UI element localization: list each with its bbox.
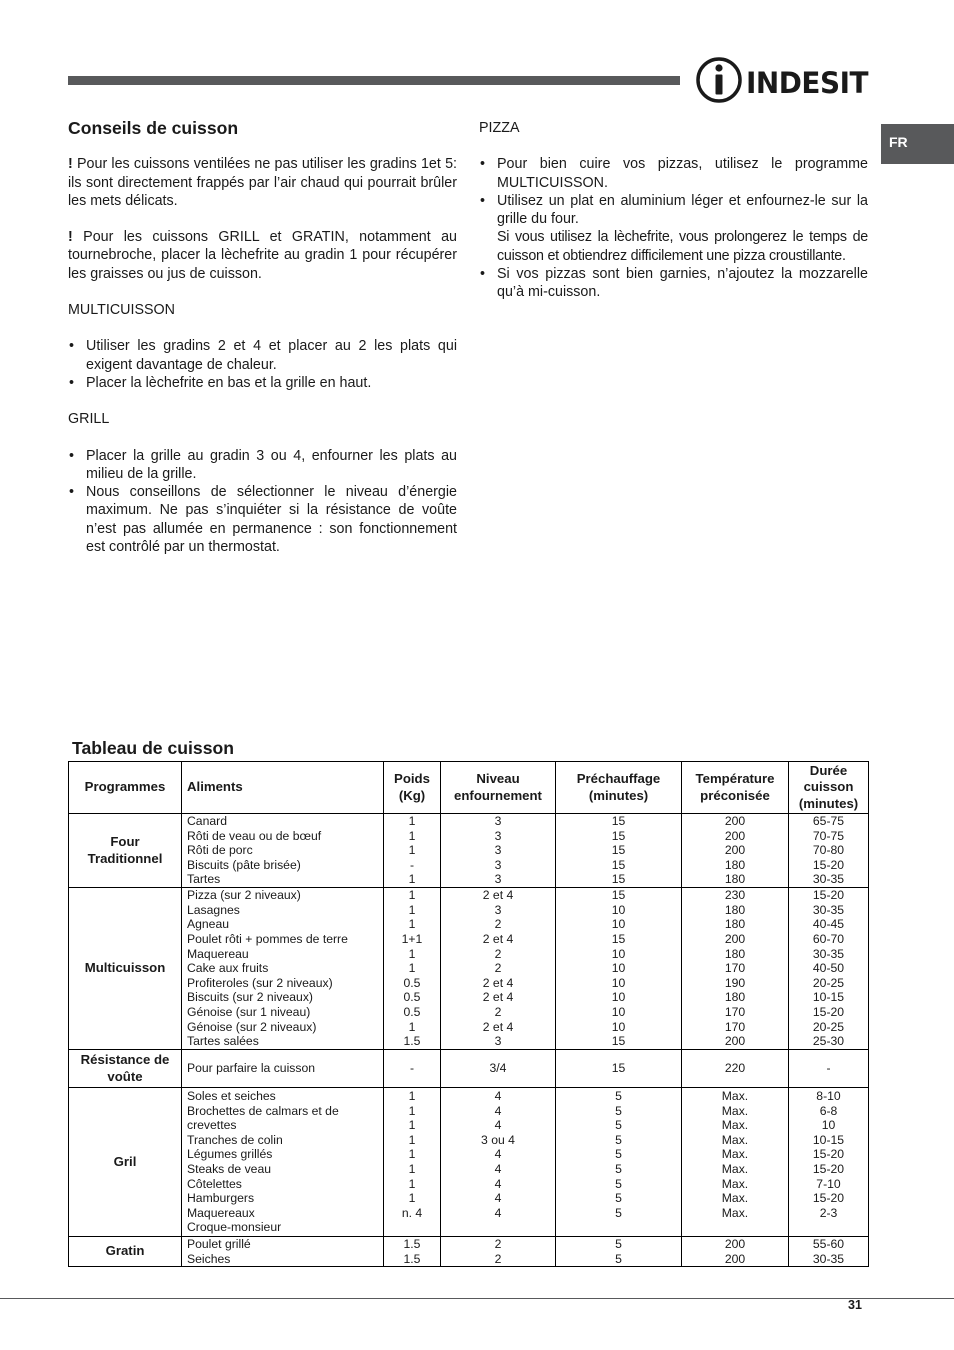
table-row	[69, 814, 869, 888]
cell-value: 8-10	[816, 1089, 841, 1104]
cell-value: 200	[724, 1251, 746, 1266]
cell-value: 15	[611, 932, 626, 947]
cell-value: Croque-monsieur	[187, 1220, 282, 1235]
cell-value: 15	[611, 843, 626, 858]
cell-value: 180	[724, 946, 746, 961]
cell-value: 30-35	[812, 902, 845, 917]
temp-cell	[682, 1088, 789, 1237]
weight-cell	[384, 1088, 441, 1237]
cell-value: 200	[724, 1237, 746, 1251]
cell-value: 10	[611, 902, 626, 917]
time-cell	[789, 1050, 869, 1088]
program-cell	[69, 1050, 182, 1088]
cell-value: 170	[724, 1004, 746, 1019]
cell-value: Agneau	[187, 917, 230, 932]
cell-value: Max.	[721, 1191, 749, 1206]
temp-cell	[682, 1050, 789, 1088]
cell-value: 4	[494, 1191, 502, 1206]
weight-cell	[384, 814, 441, 888]
pizza-heading: PIZZA	[479, 120, 520, 136]
cell-value: 1	[408, 1089, 416, 1104]
cell-value: 2	[494, 1251, 502, 1266]
cell-value: 15	[611, 828, 626, 843]
cell-value: 2	[494, 917, 502, 932]
cell-value: 10	[611, 975, 626, 990]
cell-value: 2 et 4	[482, 888, 514, 903]
cell-value: 10-15	[812, 990, 845, 1005]
cell-value: 200	[724, 932, 746, 947]
cell-value: 2 et 4	[482, 1019, 514, 1034]
cell-value: Poulet grillé	[187, 1237, 251, 1251]
cell-value: 200	[724, 814, 746, 829]
cell-value: 5	[615, 1132, 622, 1147]
cell-value: crevettes	[187, 1118, 237, 1133]
language-tab: FR	[881, 124, 954, 164]
level-cell	[441, 1237, 556, 1267]
warning-paragraph: ! Pour les cuissons GRILL et GRATIN, notamment au tournebroche, placer la lèchefrite au gradin 1 pour récupérer les graisses ou jus de cuisson.	[68, 229, 457, 282]
cell-value: 20-25	[812, 1019, 845, 1034]
table-row	[69, 888, 869, 1050]
cell-value: 20-25	[812, 975, 845, 990]
cell-value: 1	[408, 872, 416, 887]
cell-value: 15	[611, 872, 626, 887]
cell-value: 200	[724, 1034, 746, 1049]
cell-value: Lasagnes	[187, 902, 240, 917]
cell-value: 1	[408, 1132, 416, 1147]
cell-value: 40-45	[812, 917, 845, 932]
list-item: • Nous conseillons de sélectionner le niveau d’énergie maximum. Ne pas s’inquiéter si la résistance de voûte n’est pas allumée en permanence : son fonctionnement est contrôlé par un thermostat.	[68, 483, 457, 556]
cell-value: -	[409, 1061, 415, 1076]
cell-value: 10-15	[812, 1132, 845, 1147]
grill-list	[68, 447, 457, 557]
svg-text:INDESIT: INDESIT	[746, 66, 869, 100]
cell-value: Tartes	[187, 872, 221, 887]
multicuisson-list	[68, 337, 457, 392]
cell-value: 4	[494, 1176, 502, 1191]
cell-value: 4	[494, 1205, 502, 1220]
cell-value: 180	[724, 902, 746, 917]
table-header-row	[69, 762, 869, 814]
preheat-cell	[556, 888, 682, 1050]
cell-value: Génoise (sur 1 niveau)	[187, 1004, 311, 1019]
cell-value: 3 ou 4	[481, 1132, 515, 1147]
cell-value: 3	[494, 857, 502, 872]
time-cell	[789, 1237, 869, 1267]
level-cell	[441, 888, 556, 1050]
header-programmes: Programmes	[69, 762, 182, 814]
cell-value: Max.	[721, 1089, 749, 1104]
temp-cell	[682, 814, 789, 888]
cell-value: 6-8	[819, 1103, 838, 1118]
cell-value: 200	[724, 828, 746, 843]
cell-value: 230	[724, 888, 746, 903]
cell-value: 1	[408, 1118, 416, 1133]
foods-cell	[182, 814, 384, 888]
header-duree: Durée cuisson (minutes)	[789, 762, 869, 814]
cell-value: Biscuits (pâte brisée)	[187, 857, 301, 872]
cell-value: 1.5	[403, 1237, 421, 1251]
cell-value: 5	[615, 1162, 622, 1176]
preheat-cell	[556, 1050, 682, 1088]
cell-value: 1	[408, 828, 416, 843]
cell-value: 15	[611, 888, 626, 903]
list-item: • Pour bien cuire vos pizzas, utilisez le programme MULTICUISSON.	[479, 155, 868, 192]
cell-value: Soles et seiches	[187, 1089, 276, 1104]
cell-value: 15-20	[812, 1147, 845, 1162]
cell-value	[789, 1220, 868, 1235]
cell-value: Max.	[721, 1176, 749, 1191]
cell-value: 1.5	[403, 1251, 421, 1266]
warning-mark: !	[68, 156, 73, 173]
cell-value: 10	[611, 1004, 626, 1019]
cell-value: 2 et 4	[482, 975, 514, 990]
cell-value: 15	[611, 1034, 626, 1049]
weight-cell	[384, 1237, 441, 1267]
cell-value: 0.5	[403, 975, 421, 990]
cell-value: 5	[615, 1103, 622, 1118]
cell-value: -	[409, 857, 415, 872]
cell-value: 30-35	[812, 946, 845, 961]
program-name: Résistance de	[80, 1052, 170, 1068]
cell-value: 3	[494, 843, 502, 858]
cell-value: Tartes salées	[187, 1034, 259, 1049]
cell-value: 15-20	[812, 857, 845, 872]
cell-value: 5	[615, 1251, 622, 1266]
header-aliments: Aliments	[182, 762, 384, 814]
cell-value: Tranches de colin	[187, 1132, 283, 1147]
cell-value: Max.	[721, 1162, 749, 1176]
list-item: • Utilisez un plat en aluminium léger et enfournez-le sur la grille du four. Si vous utilisez la lèchefrite, vous prolongerez le temps de cuisson et obtiendrez difficilement une pizza croustillante.	[479, 192, 868, 265]
cell-value: 1	[408, 1019, 416, 1034]
cell-value: -	[826, 1061, 831, 1076]
multicuisson-heading: MULTICUISSON	[68, 302, 175, 319]
table-row	[69, 1050, 869, 1088]
temp-cell	[682, 888, 789, 1050]
cell-value: 4	[494, 1118, 502, 1133]
cell-value: 5	[615, 1089, 622, 1104]
cell-value: 55-60	[812, 1237, 845, 1251]
indesit-logo	[694, 56, 870, 106]
foods-cell	[182, 1237, 384, 1267]
page-number: 31	[848, 1298, 862, 1312]
cell-value: Génoise (sur 2 niveaux)	[187, 1019, 317, 1034]
cell-value: 10	[611, 917, 626, 932]
cell-value: n. 4	[401, 1205, 423, 1220]
cell-value: 200	[724, 843, 746, 858]
cell-value: Cake aux fruits	[187, 961, 269, 976]
cell-value: 1+1	[401, 932, 423, 947]
cell-value: 15-20	[812, 1004, 845, 1019]
cell-value: 4	[494, 1103, 502, 1118]
cell-value: 1	[408, 888, 416, 903]
cell-value: 180	[724, 917, 746, 932]
cell-value: Côtelettes	[187, 1176, 242, 1191]
cell-value: 2 et 4	[482, 990, 514, 1005]
time-cell	[789, 888, 869, 1050]
cell-value	[682, 1220, 788, 1235]
cell-value: 15	[611, 1061, 626, 1076]
cell-value: Steaks de veau	[187, 1162, 272, 1176]
cell-value	[441, 1220, 555, 1235]
program-cell	[69, 1237, 182, 1267]
cell-value: Max.	[721, 1118, 749, 1133]
program-name: Gril	[113, 1153, 137, 1169]
list-item: • Placer la grille au gradin 3 ou 4, enfourner les plats au milieu de la grille.	[68, 447, 457, 484]
program-name: voûte	[107, 1068, 143, 1084]
program-name: Four	[110, 834, 140, 850]
header-poids: Poids (Kg)	[384, 762, 441, 814]
cell-value: 25-30	[812, 1034, 845, 1049]
cell-value: Max.	[721, 1103, 749, 1118]
program-name: Traditionnel	[87, 850, 163, 866]
list-item: • Si vos pizzas sont bien garnies, n’ajoutez la mozzarelle qu’à mi-cuisson.	[479, 265, 868, 302]
cell-value: 1	[408, 1103, 416, 1118]
cell-value: Max.	[721, 1147, 749, 1162]
cell-value: 10	[611, 961, 626, 976]
cell-value: 1	[408, 961, 416, 976]
cell-value: 1	[408, 1176, 416, 1191]
cell-value: 170	[724, 961, 746, 976]
cell-value: 4	[494, 1147, 502, 1162]
foods-cell	[182, 1050, 384, 1088]
cell-value: 5	[615, 1118, 622, 1133]
time-cell	[789, 814, 869, 888]
table-row	[69, 1088, 869, 1237]
cell-value: 7-10	[816, 1176, 841, 1191]
cell-value: Légumes grillés	[187, 1147, 273, 1162]
program-cell	[69, 1088, 182, 1237]
cell-value: 5	[615, 1176, 622, 1191]
program-name: Multicuisson	[84, 960, 166, 976]
pizza-list	[479, 155, 868, 301]
list-item-note: Si vous utilisez la lèchefrite, vous prolongerez le temps de cuisson et obtiendrez difficilement une pizza croustillante.	[497, 229, 868, 264]
cell-value: 5	[615, 1205, 622, 1220]
cell-value: 30-35	[812, 1251, 845, 1266]
cell-value: 15	[611, 857, 626, 872]
cell-value: Maquereau	[187, 946, 249, 961]
cell-value: 1.5	[403, 1034, 421, 1049]
table-title: Tableau de cuisson	[72, 738, 234, 758]
pizza-column	[479, 119, 868, 302]
cell-value: 2-3	[819, 1205, 838, 1220]
cell-value: 60-70	[812, 932, 845, 947]
cell-value: 170	[724, 1019, 746, 1034]
time-cell	[789, 1088, 869, 1237]
cell-value: 65-75	[812, 814, 845, 829]
cell-value: 1	[408, 1191, 416, 1206]
foods-cell	[182, 1088, 384, 1237]
cell-value: 1	[408, 917, 416, 932]
cell-value: 15-20	[812, 1162, 845, 1176]
header-niveau: Niveau enfournement	[441, 762, 556, 814]
cell-value: 3	[494, 902, 502, 917]
cell-value: 15-20	[812, 888, 845, 903]
cell-value: 3	[494, 828, 502, 843]
warning-mark: !	[68, 229, 73, 246]
program-name: Gratin	[105, 1243, 145, 1259]
cell-value: 3	[494, 1034, 502, 1049]
cell-value: 3	[494, 872, 502, 887]
cell-value: Rôti de porc	[187, 843, 253, 858]
section-title: Conseils de cuisson	[68, 118, 239, 138]
cell-value: 10	[611, 990, 626, 1005]
cell-value: Canard	[187, 814, 227, 829]
preheat-cell	[556, 1088, 682, 1237]
cell-value: 15	[611, 814, 626, 829]
cell-value: Maquereaux	[187, 1205, 255, 1220]
cell-value: 70-80	[812, 843, 845, 858]
cell-value: Brochettes de calmars et de	[187, 1103, 339, 1118]
cell-value: 5	[615, 1147, 622, 1162]
weight-cell	[384, 1050, 441, 1088]
cell-value: 3/4	[489, 1061, 507, 1076]
cell-value: Rôti de veau ou de bœuf	[187, 828, 322, 843]
cell-value: 180	[724, 872, 746, 887]
cell-value	[384, 1220, 440, 1235]
cell-value: 15-20	[812, 1191, 845, 1206]
table-row	[69, 1237, 869, 1267]
cell-value: 70-75	[812, 828, 845, 843]
cell-value: Seiches	[187, 1251, 231, 1266]
program-cell	[69, 814, 182, 888]
grill-heading: GRILL	[68, 411, 110, 428]
cell-value: 3	[494, 814, 502, 829]
footer-line	[0, 1298, 954, 1299]
preheat-cell	[556, 1237, 682, 1267]
cell-value: 2	[494, 1237, 502, 1251]
temp-cell	[682, 1237, 789, 1267]
cell-value: 220	[724, 1061, 746, 1076]
cell-value: Biscuits (sur 2 niveaux)	[187, 990, 313, 1005]
weight-cell	[384, 888, 441, 1050]
cell-value: Max.	[721, 1132, 749, 1147]
cell-value: 10	[611, 1019, 626, 1034]
level-cell	[441, 1088, 556, 1237]
cell-value: 1	[408, 843, 416, 858]
cell-value: 190	[724, 975, 746, 990]
cell-value: 1	[408, 946, 416, 961]
preheat-cell	[556, 814, 682, 888]
cell-value: 4	[494, 1162, 502, 1176]
cell-value: Max.	[721, 1205, 749, 1220]
cell-value: Profiteroles (sur 2 niveaux)	[187, 975, 333, 990]
cell-value: 5	[615, 1191, 622, 1206]
cell-value: 180	[724, 990, 746, 1005]
header-temperature: Température préconisée	[682, 762, 789, 814]
foods-cell	[182, 888, 384, 1050]
list-item: • Placer la lèchefrite en bas et la grille en haut.	[68, 374, 457, 392]
cell-value: 0.5	[403, 990, 421, 1005]
cooking-table	[68, 761, 869, 1267]
cell-value: 1	[408, 902, 416, 917]
cell-value: 10	[611, 946, 626, 961]
cell-value: 2 et 4	[482, 932, 514, 947]
cell-value: Hamburgers	[187, 1191, 255, 1206]
cell-value: Pizza (sur 2 niveaux)	[187, 888, 301, 903]
cell-value: 180	[724, 857, 746, 872]
cell-value: 1	[408, 1147, 416, 1162]
cell-value: 2	[494, 946, 502, 961]
program-cell	[69, 888, 182, 1050]
header-prechauffage: Préchauffage (minutes)	[556, 762, 682, 814]
cell-value: 1	[408, 1162, 416, 1176]
cell-value: 4	[494, 1089, 502, 1104]
cell-value	[556, 1220, 681, 1235]
cell-value: 40-50	[812, 961, 845, 976]
cell-value: Poulet rôti + pommes de terre	[187, 932, 348, 947]
cell-value: 2	[494, 1004, 502, 1019]
cooking-tips-column	[68, 119, 457, 556]
cell-value: 2	[494, 961, 502, 976]
cell-value: 5	[615, 1237, 622, 1251]
level-cell	[441, 814, 556, 888]
cell-value: 30-35	[812, 872, 845, 887]
level-cell	[441, 1050, 556, 1088]
cell-value: 10	[821, 1118, 836, 1133]
cell-value: Pour parfaire la cuisson	[187, 1061, 316, 1076]
list-item: • Utiliser les gradins 2 et 4 et placer au 2 les plats qui exigent davantage de chaleur.	[68, 337, 457, 374]
cell-value: 0.5	[403, 1004, 421, 1019]
header-bar	[68, 76, 680, 85]
warning-paragraph: ! Pour les cuissons ventilées ne pas utiliser les gradins 1et 5: ils sont directement frappés par l’air chaud qui pourrait brûler les mets délicats.	[68, 156, 457, 209]
cell-value: 1	[408, 814, 416, 829]
